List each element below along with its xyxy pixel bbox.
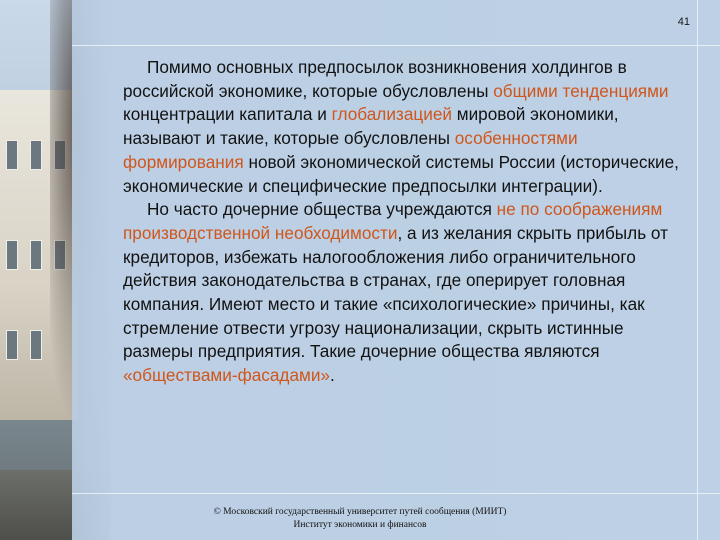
footer-copyright: © Московский государственный университет путей сообщения (МИИТ)	[213, 507, 507, 517]
text-run: Но часто дочерние общества учреждаются	[147, 199, 497, 220]
highlight-general-trends: общими тенденциями	[493, 80, 669, 101]
building-window	[30, 330, 42, 360]
text-run: .	[330, 365, 335, 386]
highlight-globalization: глобализацией	[331, 104, 452, 125]
building-window	[6, 330, 18, 360]
paragraph-1	[123, 56, 693, 198]
highlight-not-production-need: не по соображениям производственной необходимости	[123, 199, 663, 243]
building-window	[30, 140, 42, 170]
highlight-facade-companies: «обществами-фасадами»	[123, 365, 330, 386]
slide-body-text	[123, 56, 693, 388]
text-run: Помимо основных предпосылок возникновения холдингов в российской экономике, которые обусловлены	[123, 57, 627, 101]
text-run: концентрации капитала и	[123, 104, 332, 125]
slide-footer	[150, 506, 570, 532]
text-run: новой экономической системы России (исторические, экономические и специфические предпосылки интеграции).	[123, 151, 679, 196]
page-number: 41	[677, 16, 690, 28]
paragraph-2	[123, 198, 693, 388]
text-run: мировой экономики, называют и такие, которые обусловлены	[123, 104, 619, 149]
footer-institute: Институт экономики и финансов	[293, 520, 427, 530]
footer-divider	[72, 493, 720, 494]
header-divider	[72, 45, 720, 46]
text-run: , а из желания скрыть прибыль от кредиторов, избежать налогообложения либо ограничительного действия законодательства в странах, где оперирует головная компания. Имеют место и такие «психологические» причины, как стремление отвести угрозу национализации, скрыть истинные размеры предприятия. Такие дочерние общества являются	[123, 222, 668, 362]
highlight-formation-features: особенностями формирования	[123, 128, 578, 172]
building-window	[6, 240, 18, 270]
building-window	[30, 240, 42, 270]
right-divider	[697, 0, 698, 540]
building-window	[6, 140, 18, 170]
